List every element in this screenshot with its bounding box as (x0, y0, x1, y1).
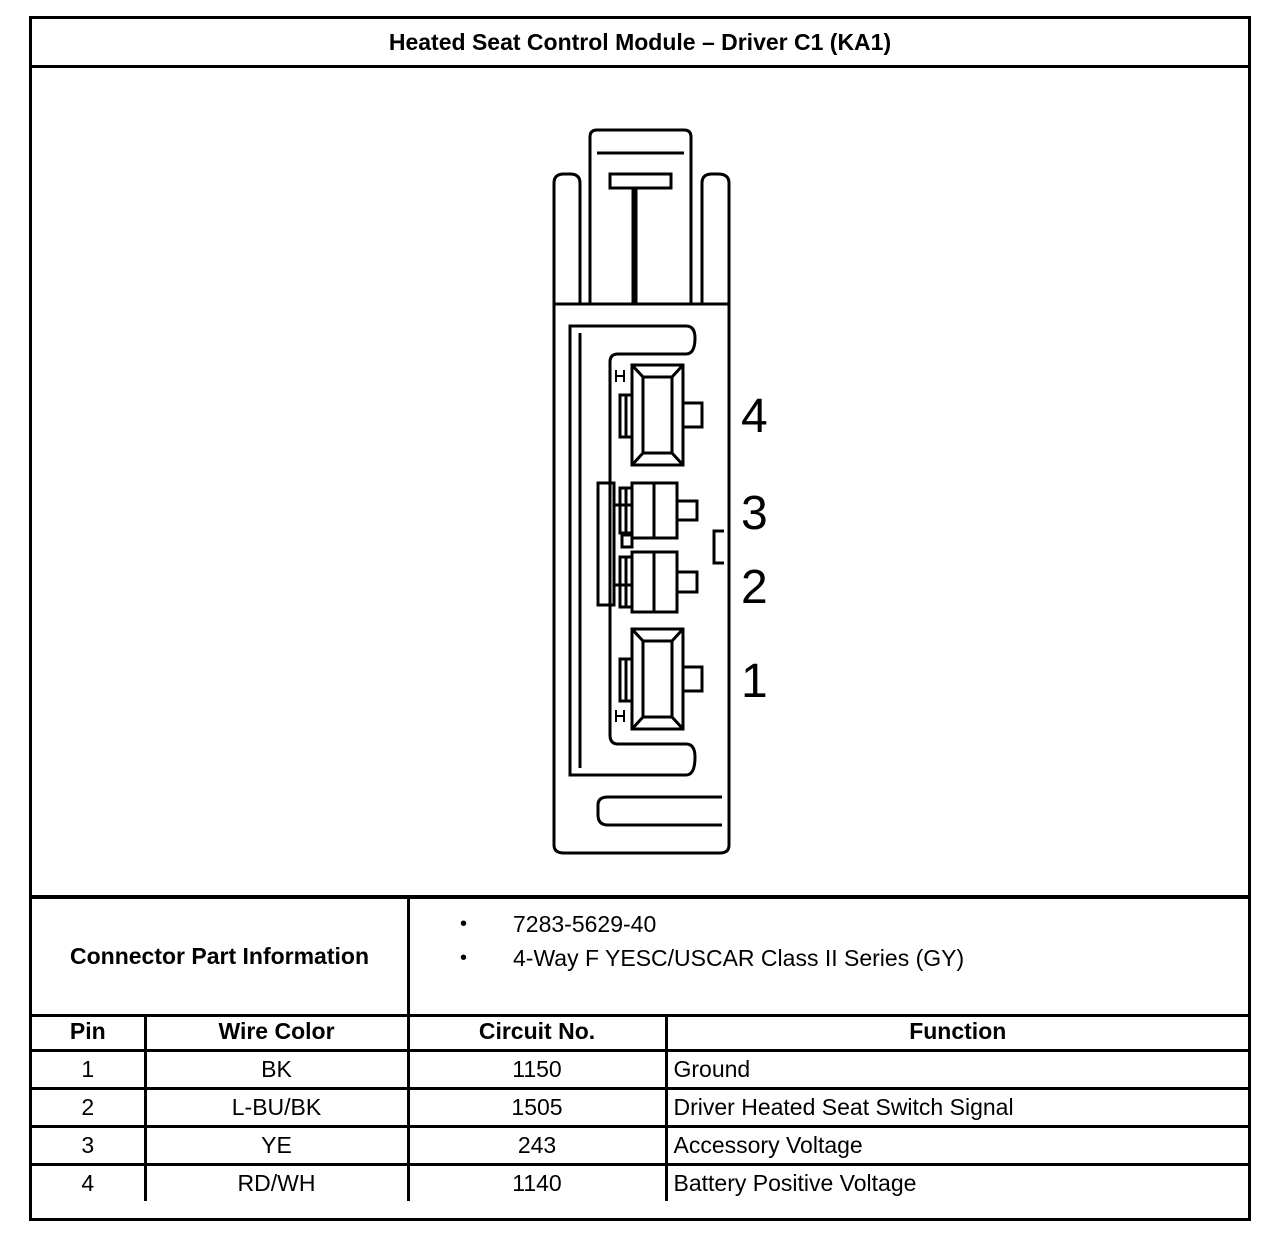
connector-info-label: Connector Part Information (69, 943, 369, 969)
connector-sheet (29, 16, 1251, 1221)
page-title: Heated Seat Control Module – Driver C1 (KA1) (388, 28, 892, 55)
pin-label-4: 4 (741, 390, 768, 443)
connector-face-drawing (32, 65, 1248, 895)
cell-circuit: 1140 (408, 1165, 666, 1202)
cell-function: Ground (666, 1051, 1248, 1089)
connector-part-information (32, 899, 1248, 1017)
list-item (410, 941, 1248, 975)
header-function: Function (666, 1014, 1248, 1051)
table-row (32, 1127, 1248, 1165)
cell-circuit: 1150 (408, 1051, 666, 1089)
cell-function: Accessory Voltage (666, 1127, 1248, 1165)
cell-pin: 1 (32, 1051, 145, 1089)
cell-circuit: 243 (408, 1127, 666, 1165)
header-wire-color: Wire Color (145, 1014, 408, 1051)
title-row (32, 19, 1248, 68)
cell-pin: 3 (32, 1127, 145, 1165)
cell-function: Battery Positive Voltage (666, 1165, 1248, 1202)
table-row (32, 1089, 1248, 1127)
cell-pin: 2 (32, 1089, 145, 1127)
table-row (32, 1165, 1248, 1202)
cell-wire-color: RD/WH (145, 1165, 408, 1202)
bullet-icon: • (460, 947, 468, 969)
connector-info-label-cell (32, 899, 410, 1014)
pin-label-3: 3 (741, 487, 768, 540)
header-pin: Pin (32, 1014, 145, 1051)
bullet-icon: • (460, 913, 468, 935)
part-number: 7283-5629-40 (513, 911, 657, 937)
cell-circuit: 1505 (408, 1089, 666, 1127)
connector-description: 4-Way F YESC/USCAR Class II Series (GY) (513, 945, 965, 971)
header-circuit-number: Circuit No. (408, 1014, 666, 1051)
table-row (32, 1051, 1248, 1089)
cell-pin: 4 (32, 1165, 145, 1202)
table-header-row (32, 1014, 1248, 1051)
cell-wire-color: L-BU/BK (145, 1089, 408, 1127)
connector-info-list (410, 899, 1248, 1022)
pin-label-1: 1 (741, 655, 768, 708)
cell-wire-color: BK (145, 1051, 408, 1089)
cell-function: Driver Heated Seat Switch Signal (666, 1089, 1248, 1127)
pin-label-2: 2 (741, 561, 768, 614)
cell-wire-color: YE (145, 1127, 408, 1165)
pin-table (32, 1014, 1248, 1201)
list-item (410, 907, 1248, 941)
connector-diagram (32, 65, 1248, 899)
